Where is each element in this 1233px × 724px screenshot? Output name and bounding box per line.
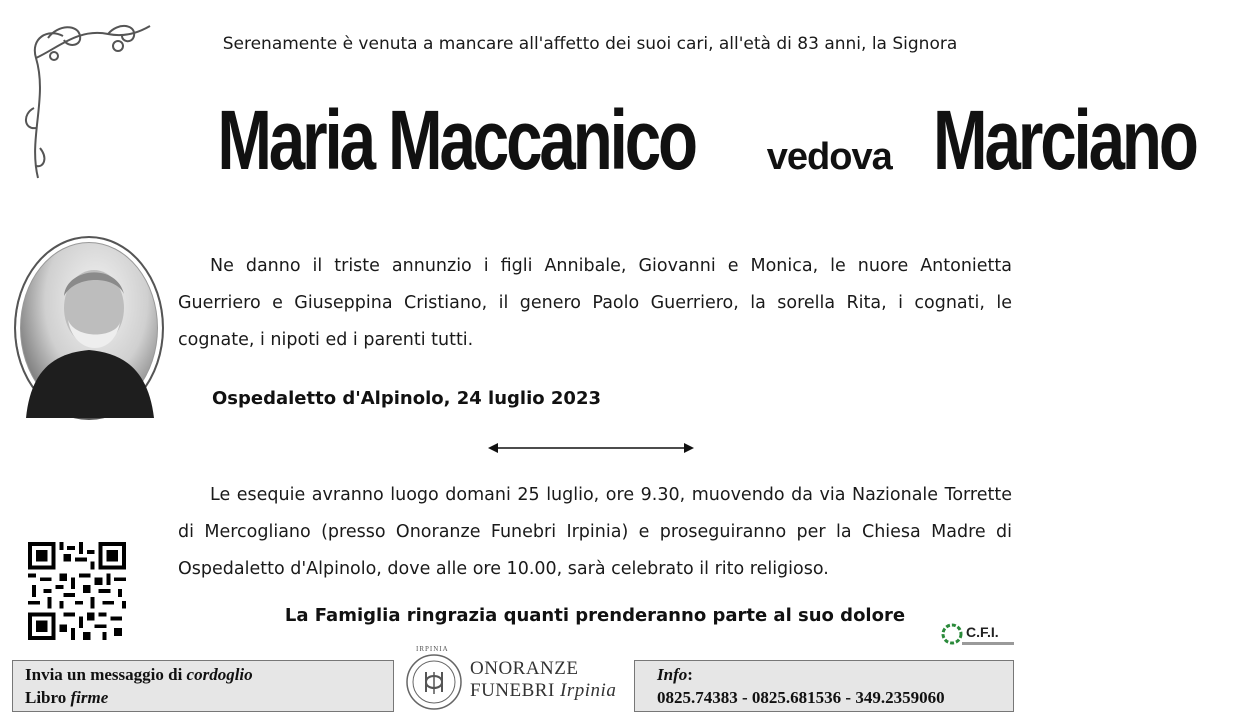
double-arrow-icon bbox=[488, 440, 694, 456]
announcement-paragraph bbox=[178, 248, 1012, 359]
cfi-logo-icon bbox=[940, 620, 1016, 650]
phone-numbers[interactable]: 0825.74383 - 0825.681536 - 349.2359060 bbox=[657, 688, 945, 707]
place-date: Ospedaletto d'Alpinolo, 24 luglio 2023 bbox=[212, 388, 601, 409]
qr-code-icon[interactable] bbox=[28, 542, 126, 640]
brand-line1: ONORANZE bbox=[470, 658, 579, 679]
deceased-name bbox=[150, 92, 1196, 189]
brand-line2: FUNEBRI Irpinia bbox=[470, 680, 617, 701]
deceased-first-part: Maria Maccanico bbox=[217, 93, 695, 187]
deceased-last-part: Marciano bbox=[933, 93, 1196, 187]
condolence-link[interactable]: Invia un messaggio di cordoglio bbox=[25, 665, 253, 684]
condolence-box[interactable] bbox=[12, 660, 394, 712]
logo-top-text: IRPINIA bbox=[416, 645, 449, 653]
intro-text: Serenamente è venuta a mancare all'affetto dei suoi cari, all'età di 83 anni, la Signora bbox=[222, 34, 958, 54]
portrait-image bbox=[14, 236, 164, 420]
info-box bbox=[634, 660, 1014, 712]
deceased-connector: vedova bbox=[766, 136, 892, 178]
info-label: Info: bbox=[657, 665, 693, 684]
announcement-text: Ne danno il triste annunzio i figli Annibale, Giovanni e Monica, le nuore Antonietta Guerriero e Giuseppina Cristiano, il genero Paolo Guerriero, la sorella Rita, i cognati, le cognate, i nipoti ed i parenti tutti. bbox=[178, 256, 1012, 350]
onoranze-logo-icon bbox=[404, 648, 464, 712]
corner-ornament-icon bbox=[18, 18, 158, 188]
guestbook-link[interactable]: Libro firme bbox=[25, 688, 109, 707]
funeral-text: Le esequie avranno luogo domani 25 luglio, ore 9.30, muovendo da via Nazionale Torrette di Mercogliano (presso Onoranze Funebri Irpinia) e proseguiranno per la Chiesa Madre di Ospedaletto d'Alpinolo, dove alle ore 10.00, sarà celebrato il rito religioso. bbox=[178, 485, 1012, 579]
funeral-home-brand bbox=[470, 658, 616, 702]
cfi-label: C.F.I. bbox=[966, 624, 999, 640]
funeral-paragraph bbox=[178, 477, 1012, 588]
thanks-text: La Famiglia ringrazia quanti prenderanno parte al suo dolore bbox=[284, 605, 906, 626]
